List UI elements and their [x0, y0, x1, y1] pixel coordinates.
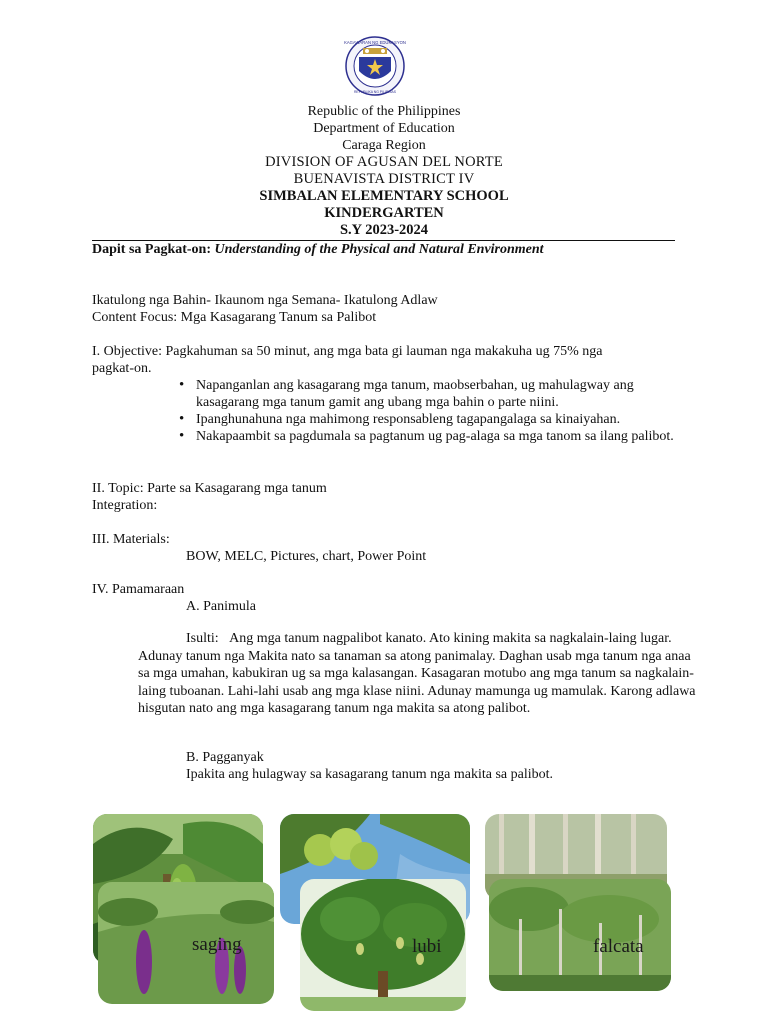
eggplant-photo [98, 882, 274, 1004]
content-focus: Content Focus: Mga Kasagarang Tanum sa Palibot [92, 310, 377, 325]
learning-domain [92, 242, 544, 258]
integration-line: Integration: [92, 498, 158, 513]
svg-text:KAGAWARAN NG EDUKASYON: KAGAWARAN NG EDUKASYON [344, 40, 406, 45]
learning-domain-label: Dapit sa Pagkat-on: [92, 242, 212, 257]
procedure-a-paragraph [138, 630, 698, 718]
svg-text:REPUBLIKA NG PILIPINAS: REPUBLIKA NG PILIPINAS [353, 90, 397, 94]
procedure-a-text: Ang mga tanum nagpalibot kanato. Ato kining makita sa nagkalain-laing lugar. Adunay tanum nga Makita nato sa tanaman sa atong panimalay. Daghan usab mga tanum nga anaa sa mga umahan, kabukiran ug sa mga kalasangan. Kasagaran motubo ang mga tanum sa nagkalain-laing tuboanan. Lahi-lahi usab ang mga klase niini. Adunay mamunga ug mamulak. Karong adlawa hisgutan nato ang mga kasagarang tanum nga makita sa atong palibot. [138, 631, 696, 716]
procedure-b-label: B. Pagganyak [186, 750, 264, 765]
objective-line: I. Objective: Pagkahuman sa 50 minut, ang mga bata gi lauman nga makakuha ug 75% nga [92, 344, 603, 359]
procedure-b-text: Ipakita ang hulagway sa kasagarang tanum nga makita sa palibot. [186, 767, 553, 782]
caption-falcata: falcata [593, 936, 644, 957]
header-country: Republic of the Philippines [307, 104, 461, 119]
objective-line-cont: pagkat-on. [92, 361, 152, 376]
learning-domain-value: Understanding of the Physical and Natural Environment [214, 242, 544, 257]
header-school-year: S.Y 2023-2024 [339, 221, 429, 238]
header-region: Caraga Region [342, 137, 426, 153]
schedule-line: Ikatulong nga Bahin- Ikaunom nga Semana- Ikatulong Adlaw [92, 293, 438, 308]
deped-seal-logo [341, 35, 409, 97]
document-header [0, 104, 768, 238]
objective-bullets [176, 377, 686, 445]
procedure-a-label: A. Panimula [186, 599, 256, 614]
falcata-seedlings-photo [489, 879, 671, 991]
caption-lubi: lubi [412, 936, 442, 957]
materials-value: BOW, MELC, Pictures, chart, Power Point [186, 549, 427, 564]
procedure-label: IV. Pamamaraan [92, 582, 185, 597]
header-school: SIMBALAN ELEMENTARY SCHOOL [259, 187, 509, 204]
materials-label: III. Materials: [92, 532, 170, 547]
objective-bullet: • Ipanghunahuna nga mahimong responsableng tagapangalaga sa kinaiyahan. [176, 411, 686, 428]
header-division: DIVISION OF AGUSAN DEL NORTE [265, 154, 503, 171]
objective-bullet: • Napanganlan ang kasagarang mga tanum, maobserbahan, ug mahulagway ang kasagarang mga tanum gamit ang ubang mga bahin o parte niini. [176, 377, 686, 411]
header-divider [92, 240, 675, 241]
procedure-a-lead: Isulti: [186, 631, 219, 646]
header-district: BUENAVISTA DISTRICT IV [293, 171, 475, 188]
objective-bullet: • Nakapaambit sa pagdumala sa pagtanum ug pag-alaga sa mga tanom sa ilang palibot. [176, 428, 686, 445]
header-grade: KINDERGARTEN [324, 204, 444, 221]
caption-saging: saging [192, 934, 242, 955]
topic-line: II. Topic: Parte sa Kasagarang mga tanum [92, 481, 327, 496]
header-department: Department of Education [313, 120, 455, 136]
